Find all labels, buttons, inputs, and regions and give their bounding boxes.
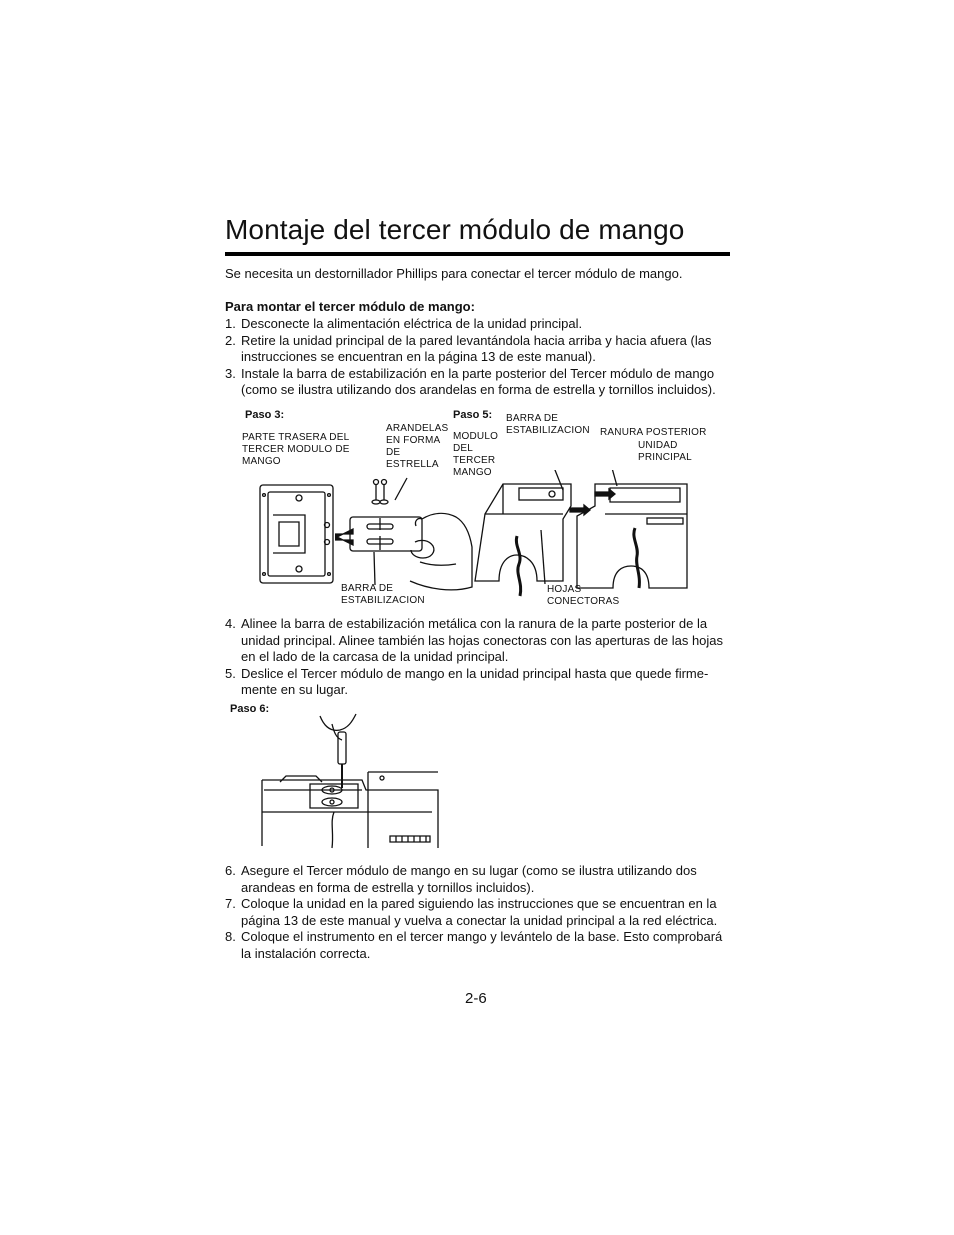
step-7: [225, 896, 733, 929]
steps-list-2: [225, 616, 733, 699]
step-number: 3.: [225, 365, 236, 381]
paso-6-illustration: [250, 712, 445, 852]
step-number: 6.: [225, 863, 236, 878]
main-unit-shape: [577, 484, 687, 588]
step-2: [225, 333, 733, 366]
step-text: Retire la unidad principal de la pared levantándola hacia arriba y hacia afuera (las instrucciones se encuentran en la página 13 de este manual).: [241, 332, 712, 364]
paso-5-label: Paso 5:: [453, 409, 493, 421]
step-number: 8.: [225, 929, 236, 944]
stabilizer-bar-shape: [350, 517, 422, 551]
step-text: Alinee la barra de estabilización metálica con la ranura de la parte posterior de la unidad principal. Alinee también las hojas conectoras con las aperturas de las hojas en el lado de la carcasa de la unidad principal.: [241, 616, 724, 664]
paso-6-label: Paso 6:: [230, 703, 270, 715]
title-rule: [225, 252, 730, 256]
screwdriver-shape: [338, 732, 346, 764]
paso-3-5-illustration: [255, 470, 690, 605]
step-1: [225, 316, 733, 333]
procedure-heading: Para montar el tercer módulo de mango:: [225, 299, 475, 314]
third-handle-module: [475, 484, 571, 581]
step-text: Instale la barra de estabilización en la parte posterior del Tercer módulo de mango (como se ilustra utilizando dos arandelas en forma de estrella y tornillos incluidos).: [241, 365, 716, 397]
step-text: Deslice el Tercer módulo de mango en la unidad principal hasta que quede firme-mente en su lugar.: [241, 665, 709, 697]
step-3: [225, 366, 733, 399]
callout-back-of-module: PARTE TRASERA DEL TERCER MODULO DE MANGO: [242, 432, 350, 467]
step-4: [225, 616, 733, 666]
step-number: 2.: [225, 332, 236, 348]
step-text: Asegure el Tercer módulo de mango en su lugar (como se ilustra utilizando dos arandeas en forma de estrella y tornillos incluidos).: [241, 863, 697, 895]
step-8: [225, 929, 733, 962]
page-title: Montaje del tercer módulo de mango: [225, 214, 685, 245]
step-number: 5.: [225, 665, 236, 681]
step-number: 7.: [225, 896, 236, 911]
callout-rear-slot: RANURA POSTERIOR: [600, 427, 707, 438]
step-number: 4.: [225, 616, 236, 631]
slide-arrow-icon: [595, 489, 615, 499]
callout-stabilizer-bar-5: BARRA DE ESTABILIZACION: [506, 413, 590, 436]
steps-list-3: [225, 863, 733, 962]
callout-star-washers: ARANDELAS EN FORMA DE ESTRELLA: [386, 423, 449, 470]
callout-module: MODULO DEL TERCER MANGO: [453, 431, 499, 478]
step-text: Coloque la unidad en la pared siguiendo las instrucciones que se encuentran en la página 13 de este manual y vuelva a conectar la unidad principal a la red eléctrica.: [241, 896, 718, 928]
callout-connector-blades: HOJAS CONECTORAS: [547, 584, 620, 607]
page-number: 2-6: [465, 990, 487, 1007]
step-6: [225, 863, 733, 896]
steps-list-1: [225, 316, 733, 399]
step-text: Desconecte la alimentación eléctrica de la unidad principal.: [241, 316, 583, 331]
intro-paragraph: Se necesita un destornillador Phillips para conectar el tercer módulo de mango.: [225, 266, 683, 281]
callout-stabilizer-bar-3: BARRA DE ESTABILIZACION: [341, 583, 425, 606]
slide-arrow-icon-2: [570, 505, 590, 515]
paso-3-label: Paso 3:: [245, 409, 285, 421]
step-text: Coloque el instrumento en el tercer mango y levántelo de la base. Esto comprobará la instalación correcta.: [241, 929, 723, 961]
step-5: [225, 666, 733, 699]
callout-main-unit: UNIDAD PRINCIPAL: [638, 440, 692, 463]
step-number: 1.: [225, 316, 236, 331]
